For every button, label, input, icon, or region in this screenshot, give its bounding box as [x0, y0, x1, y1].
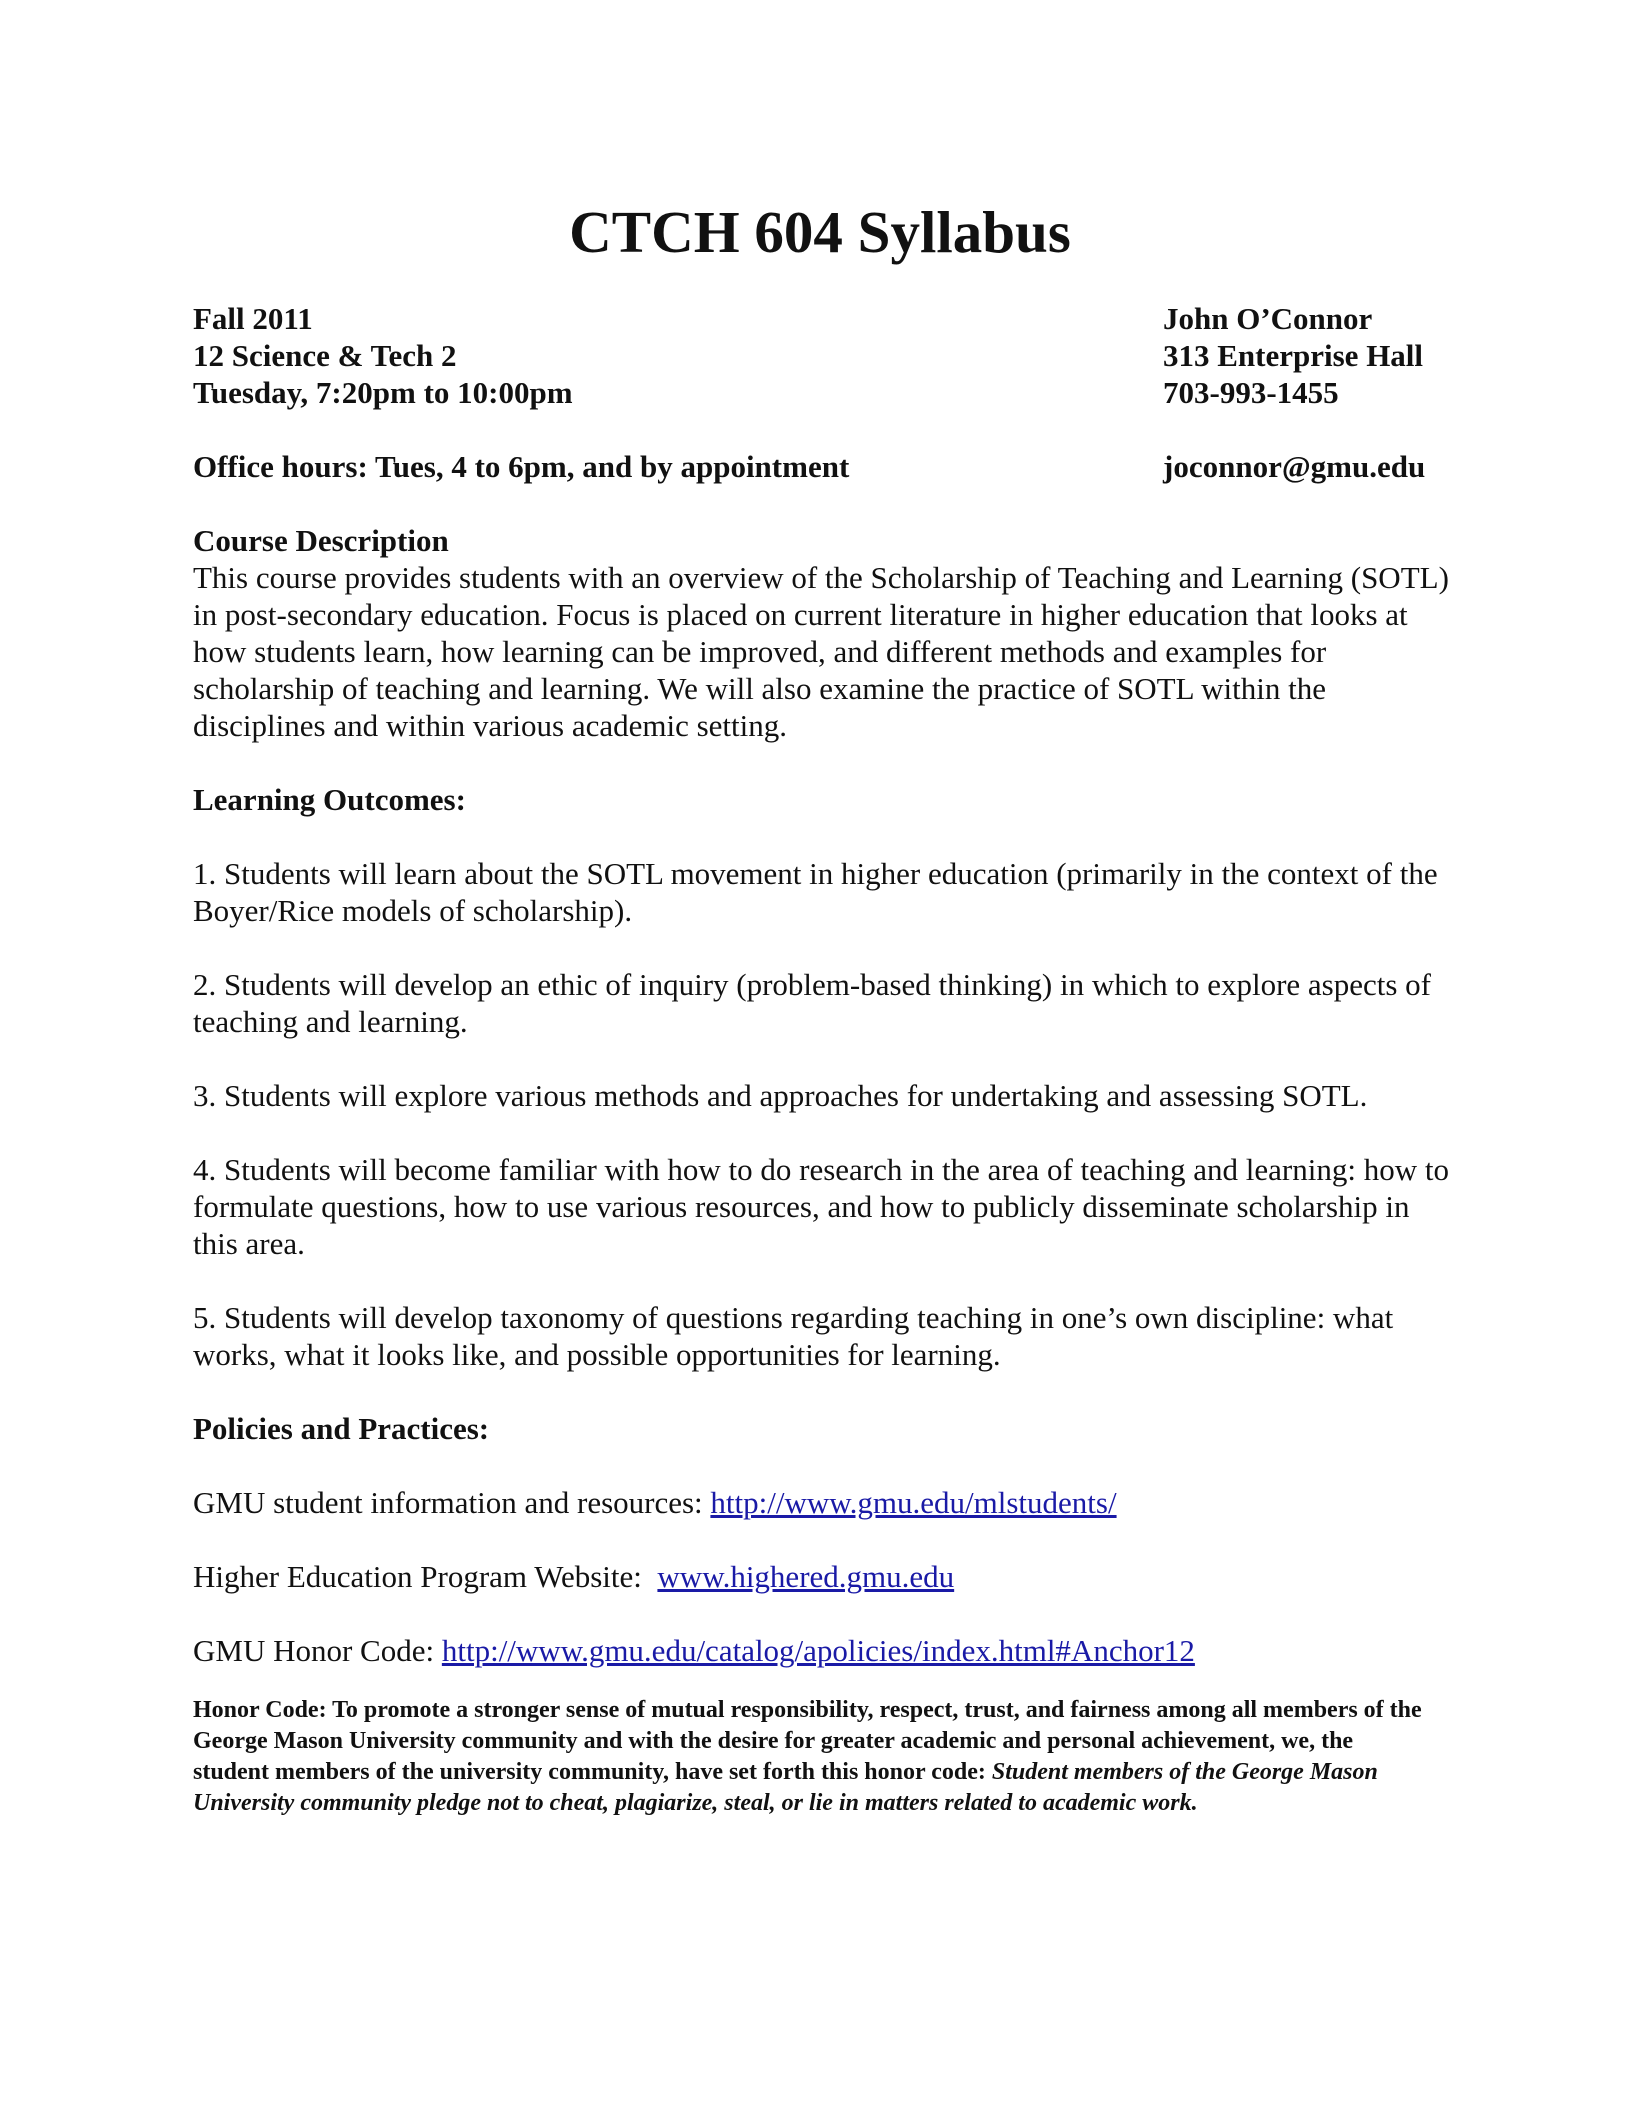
honor-code-pledge: Student members of the George Mason University community pledge not to cheat, plagiarize, steal, or lie in matters related to academic work. [193, 1759, 1378, 1816]
instructor-office: 313 Enterprise Hall [1163, 338, 1424, 373]
policies-section [193, 1410, 1453, 1819]
course-description-body: This course provides students with an overview of the Scholarship of Teaching and Learning (SOTL) in post-secondary education. Focus is placed on current literature in higher education that looks at how students learn, how learning can be improved, and different methods and examples for scholarship of teaching and learning. We will also examine the practice of SOTL within the disciplines and within various academic setting. [193, 560, 1449, 743]
instructor-info [1163, 300, 1453, 411]
course-description-section [193, 522, 1453, 744]
program-website-label: Higher Education Program Website: [193, 1559, 658, 1594]
syllabus-content [193, 300, 1453, 1819]
learning-outcome-item: 3. Students will explore various methods and approaches for undertaking and assessing SOTL. [193, 1078, 1368, 1113]
student-resources-line [193, 1484, 1453, 1521]
instructor-phone: 703-993-1455 [1163, 375, 1339, 410]
learning-outcome-item: 4. Students will become familiar with how to do research in the area of teaching and learning: how to formulate questions, how to use various resources, and how to publicly disseminate scholarship in this area. [193, 1152, 1449, 1261]
honor-code-line [193, 1632, 1453, 1669]
learning-outcome-item: 5. Students will develop taxonomy of questions regarding teaching in one’s own discipline: what works, what it looks like, and possible opportunities for learning. [193, 1300, 1394, 1372]
program-website-link[interactable]: www.highered.gmu.edu [657, 1559, 955, 1594]
office-hours-row [193, 448, 1453, 485]
policies-heading: Policies and Practices: [193, 1411, 490, 1446]
learning-outcome-item: 2. Students will develop an ethic of inquiry (problem-based thinking) in which to explore aspects of teaching and learning. [193, 967, 1432, 1039]
course-room: 12 Science & Tech 2 [193, 338, 457, 373]
learning-outcome-item: 1. Students will learn about the SOTL movement in higher education (primarily in the context of the Boyer/Rice models of scholarship). [193, 856, 1438, 928]
learning-outcomes-heading: Learning Outcomes: [193, 782, 466, 817]
page-title: CTCH 604 Syllabus [569, 199, 1071, 265]
course-info [193, 300, 573, 411]
student-resources-label: GMU student information and resources: [193, 1485, 711, 1520]
honor-code-label: GMU Honor Code: [193, 1633, 442, 1668]
honor-code-text: Honor Code: To promote a stronger sense of mutual responsibility, respect, trust, and fairness among all members of the George Mason University community and with the desire for greater academic and personal achievement, we, the student members of the university community, have set forth this honor code: [193, 1697, 1422, 1785]
course-term: Fall 2011 [193, 301, 313, 336]
instructor-name: John O’Connor [1163, 301, 1373, 336]
instructor-email: joconnor@gmu.edu [1163, 449, 1426, 484]
office-hours: Office hours: Tues, 4 to 6pm, and by appointment [193, 449, 850, 484]
course-time: Tuesday, 7:20pm to 10:00pm [193, 375, 573, 410]
honor-code-link[interactable]: http://www.gmu.edu/catalog/apolicies/index.html#Anchor12 [441, 1633, 1195, 1668]
course-info-header [193, 300, 1453, 411]
learning-outcomes-section [193, 781, 1453, 1373]
honor-code-statement [193, 1695, 1433, 1819]
student-resources-link[interactable]: http://www.gmu.edu/mlstudents/ [710, 1485, 1117, 1520]
program-website-line [193, 1558, 1453, 1595]
course-description-heading: Course Description [193, 523, 449, 558]
